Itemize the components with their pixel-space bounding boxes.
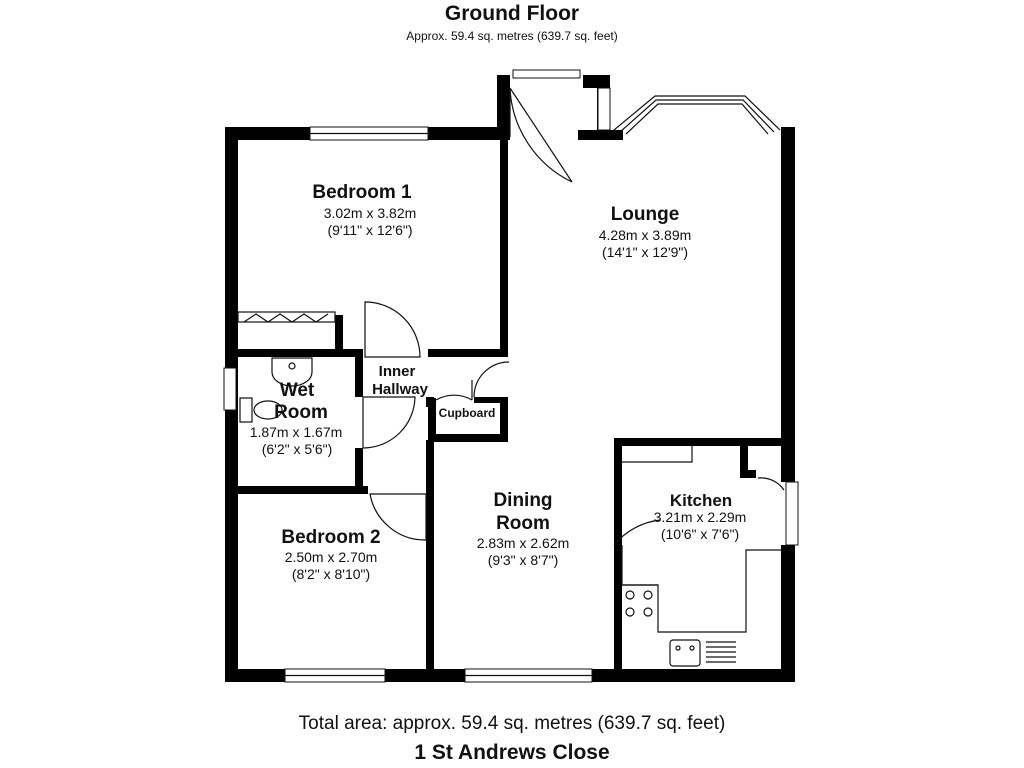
- room-name: Lounge: [610, 204, 680, 225]
- room-name-line2: Room: [496, 513, 550, 534]
- room-metric: 2.83m x 2.62m: [476, 535, 570, 551]
- room-name-line2: Room: [274, 402, 328, 423]
- kitchen-back-door-swing: [758, 478, 784, 490]
- wall-cupboard-left: [428, 398, 436, 440]
- wall-kitchen-nib-foot: [740, 470, 756, 478]
- room-kitchen: [654, 491, 747, 542]
- wall-kitchen-top: [614, 438, 794, 446]
- room-imperial: (8'2" x 8'10"): [291, 566, 371, 582]
- cupboard-door-swing: [436, 395, 472, 400]
- hallway-door-swing: [474, 362, 509, 397]
- wall-wetroom-right-top: [355, 349, 363, 397]
- draining-board: [706, 642, 736, 662]
- room-metric: 3.21m x 2.29m: [653, 509, 747, 525]
- wall-bottom-b: [385, 669, 465, 682]
- windows: [224, 70, 798, 682]
- wall-bedroom1-bottom-b: [428, 349, 508, 357]
- kitchen-unit-top: [622, 446, 692, 462]
- window-porch-top: [513, 70, 580, 78]
- floor-area-subtitle: Approx. 59.4 sq. metres (639.7 sq. feet): [406, 29, 618, 43]
- hob-ring: [626, 591, 634, 599]
- kitchen-sink: [670, 640, 700, 666]
- wall-right-kitchen: [781, 545, 795, 682]
- wall-lounge-top-a: [578, 130, 623, 140]
- room-name: Bedroom 1: [312, 182, 412, 203]
- wall-wetroom-top: [238, 349, 363, 357]
- kitchen-worktop: [622, 545, 794, 632]
- property-address: 1 St Andrews Close: [414, 741, 610, 764]
- wall-bedroom1-right: [500, 137, 508, 357]
- room-name: Kitchen: [669, 491, 733, 510]
- window-wet-room: [224, 368, 236, 410]
- room-imperial: (9'3" x 8'7"): [487, 552, 559, 568]
- room-imperial: (9'11" x 12'6"): [327, 222, 413, 238]
- wall-porch-left: [497, 75, 510, 140]
- room-bedroom2: [281, 527, 380, 582]
- total-area: Total area: approx. 59.4 sq. metres (639.7 sq. feet): [298, 713, 726, 734]
- room-name: Bedroom 2: [281, 527, 381, 548]
- room-bedroom1: [312, 182, 416, 238]
- room-metric: 2.50m x 2.70m: [284, 549, 378, 565]
- room-name: Cupboard: [438, 406, 496, 420]
- window-kitchen: [786, 482, 798, 545]
- front-door-swing: [510, 88, 572, 182]
- bedroom1-door-swing: [365, 302, 420, 357]
- room-name-line2: Hallway: [372, 381, 428, 398]
- room-metric: 3.02m x 3.82m: [323, 205, 417, 221]
- wall-top-bedroom1-a: [225, 127, 310, 140]
- room-imperial: (10'6" x 7'6"): [660, 526, 740, 542]
- wall-top-bedroom1-b: [428, 127, 503, 140]
- room-imperial: (14'1" x 12'9"): [601, 244, 689, 260]
- wall-cupboard-right: [500, 398, 508, 440]
- wall-cupboard-top: [474, 397, 508, 403]
- floor-title: Ground Floor: [444, 2, 580, 25]
- room-metric: 1.87m x 1.67m: [249, 424, 343, 440]
- room-name-line1: Inner: [378, 363, 416, 380]
- window-porch: [598, 88, 610, 130]
- room-name-line1: Wet: [279, 380, 315, 401]
- wall-wetroom-bottom: [238, 486, 368, 494]
- wall-bedroom2-right: [426, 440, 434, 672]
- room-name-line1: Dining: [493, 490, 553, 511]
- wall-bottom-c: [592, 669, 795, 682]
- room-dining-room: [477, 490, 570, 568]
- room-imperial: (6'2" x 5'6"): [261, 441, 333, 457]
- wetroom-door-swing: [363, 397, 415, 448]
- room-metric: 4.28m x 3.89m: [598, 227, 692, 243]
- room-inner-hallway: [372, 363, 429, 398]
- wall-cupboard-bottom: [428, 434, 508, 442]
- wall-kitchen-left: [614, 438, 622, 670]
- wall-right-lounge: [781, 127, 795, 482]
- room-lounge: [599, 204, 692, 260]
- wall-bottom-a: [225, 669, 285, 682]
- room-cupboard: [439, 406, 496, 420]
